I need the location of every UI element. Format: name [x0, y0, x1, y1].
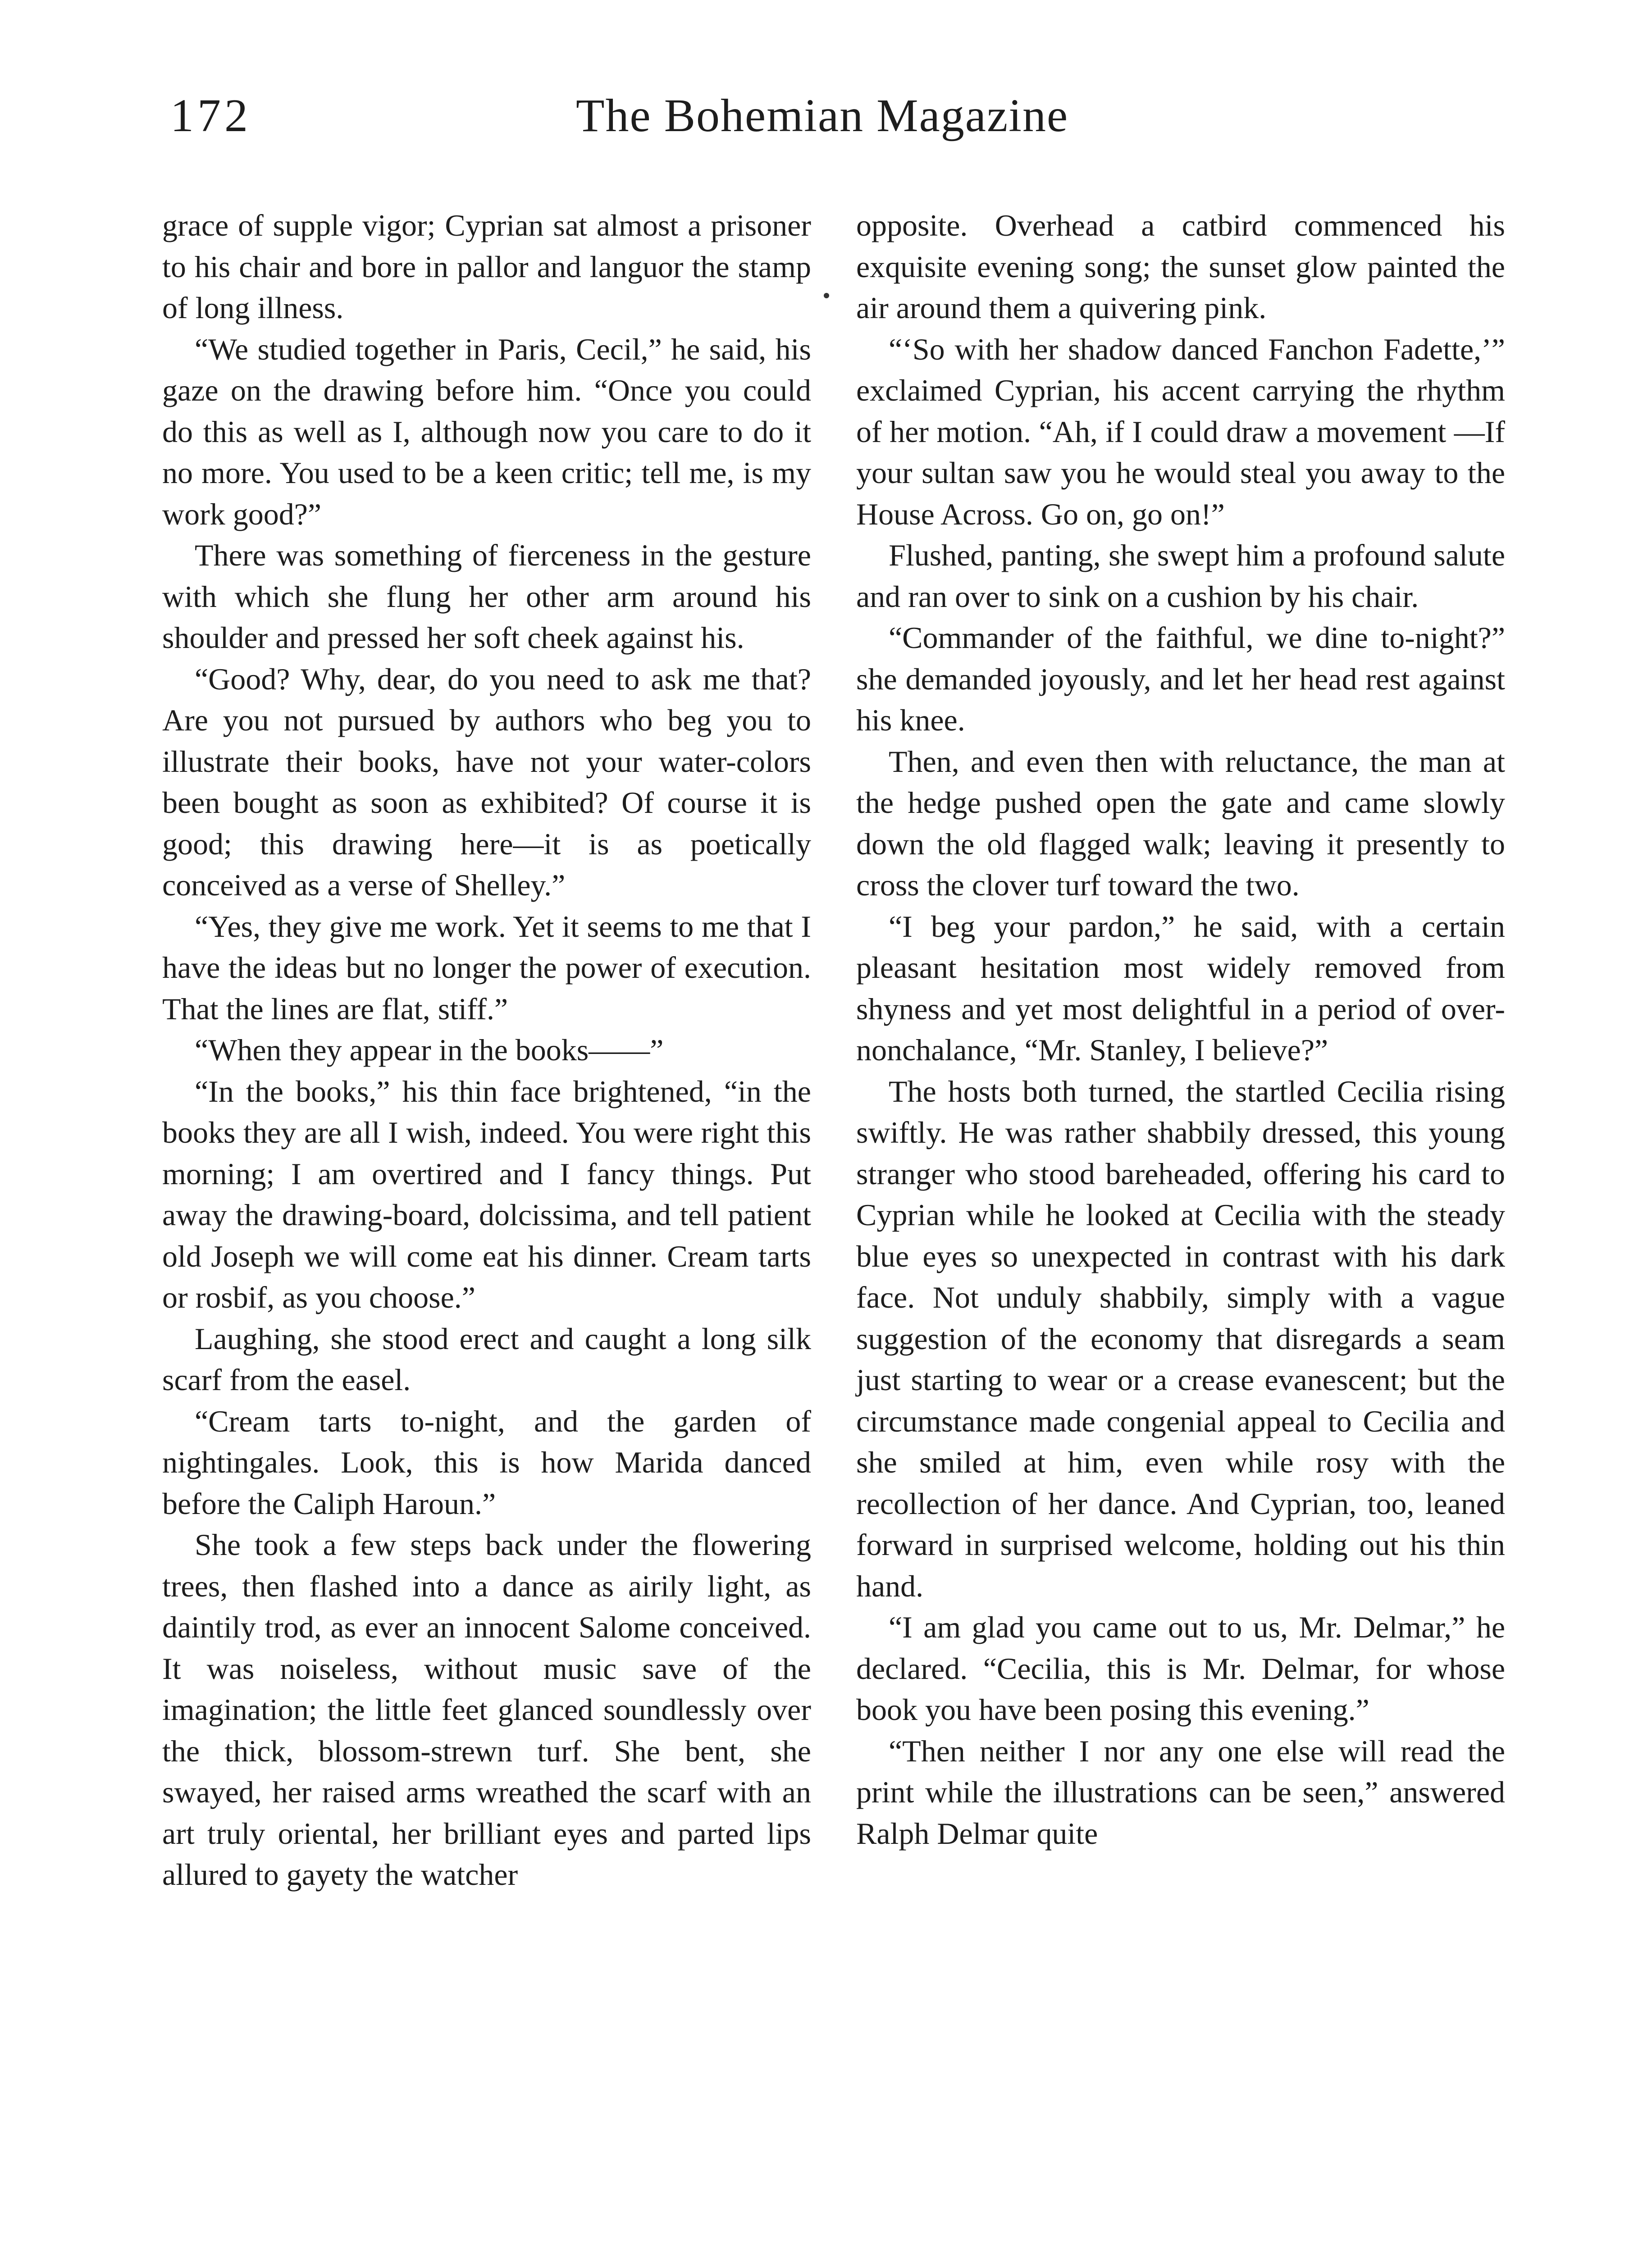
paragraph: “When they appear in the books——”: [195, 1033, 664, 1067]
paragraph: “We studied together in Paris, Cecil,” he said, his gaze on the drawing before him. “Once you could do this as well as I, although now you care to do it no more. You used to be a keen critic; tell me, is my work good?”: [162, 332, 811, 531]
paragraph: “‘So with her shadow danced Fanchon Fadette,’” exclaimed Cyprian, his accent carrying the rhythm of her motion. “Ah, if I could draw a movement —If your sultan saw you he would steal you away to the House Across. Go on, go on!”: [856, 332, 1505, 531]
left-column: [162, 205, 811, 1896]
paragraph: “Then neither I nor any one else will read the print while the illustrations can be seen,” answered Ralph Delmar quite: [856, 1733, 1505, 1851]
ink-speck: [824, 293, 829, 298]
right-column: [856, 205, 1505, 1854]
paragraph: Laughing, she stood erect and caught a long silk scarf from the easel.: [162, 1321, 811, 1397]
paragraph: Then, and even then with reluctance, the man at the hedge pushed open the gate and came slowly down the old flagged walk; leaving it presently to cross the clover turf toward the two.: [856, 744, 1505, 902]
paragraph: The hosts both turned, the startled Cecilia rising swiftly. He was rather shabbily dressed, this young stranger who stood bareheaded, offering his card to Cyprian while he looked at Cecilia with the steady blue eyes so unexpected in contrast with his dark face. Not unduly shabbily, simply with a vague suggestion of the economy that disregards a seam just starting to wear or a crease evanescent; but the circumstance made congenial appeal to Cecilia and she smiled at him, even while rosy with the recollection of her dance. And Cyprian, too, leaned forward in surprised welcome, holding out his thin hand.: [856, 1074, 1505, 1603]
page-header: [170, 92, 1518, 164]
paragraph: opposite. Overhead a catbird commenced his exquisite evening song; the sunset glow painted the air around them a quivering pink.: [856, 208, 1505, 325]
paragraph: “In the books,” his thin face brightened, “in the books they are all I wish, indeed. You were right this morning; I am overtired and I fancy things. Put away the drawing-board, dolcissima, and tell patient old Joseph we will come eat his dinner. Cream tarts or rosbif, as you choose.”: [162, 1074, 811, 1314]
paragraph: “I beg your pardon,” he said, with a certain pleasant hesitation most widely removed from shyness and yet most delightful in a period of over-nonchalance, “Mr. Stanley, I believe?”: [856, 909, 1505, 1067]
paragraph: There was something of fierceness in the gesture with which she flung her other arm around his shoulder and pressed her soft cheek against his.: [162, 538, 811, 655]
page-number: 172: [170, 90, 251, 141]
paragraph: grace of supple vigor; Cyprian sat almost a prisoner to his chair and bore in pallor and languor the stamp of long illness.: [162, 208, 811, 325]
paragraph: “I am glad you came out to us, Mr. Delmar,” he declared. “Cecilia, this is Mr. Delmar, for whose book you have been posing this evening.”: [856, 1610, 1505, 1727]
paragraph: “Good? Why, dear, do you need to ask me that? Are you not pursued by authors who beg you to illustrate their books, have not your water-colors been bought as soon as exhibited? Of course it is good; this drawing here—it is as poetically conceived as a verse of Shelley.”: [162, 661, 811, 902]
paragraph: “Cream tarts to-night, and the garden of nightingales. Look, this is how Marida danced before the Caliph Haroun.”: [162, 1404, 811, 1521]
paragraph: She took a few steps back under the flowering trees, then flashed into a dance as airily light, as daintily trod, as ever an innocent Salome conceived. It was noiseless, without music save of the imagination; the little feet glanced soundlessly over the thick, blossom-strewn turf. She bent, she swayed, her raised arms wreathed the scarf with an art truly oriental, her brilliant eyes and parted lips allured to gayety the watcher: [162, 1528, 811, 1892]
paragraph: Flushed, panting, she swept him a profound salute and ran over to sink on a cushion by his chair.: [856, 538, 1505, 614]
paragraph: “Commander of the faithful, we dine to-night?” she demanded joyously, and let her head rest against his knee.: [856, 620, 1505, 737]
running-title: The Bohemian Magazine: [576, 90, 1069, 141]
paragraph: “Yes, they give me work. Yet it seems to me that I have the ideas but no longer the power of execution. That the lines are flat, stiff.”: [162, 909, 811, 1026]
